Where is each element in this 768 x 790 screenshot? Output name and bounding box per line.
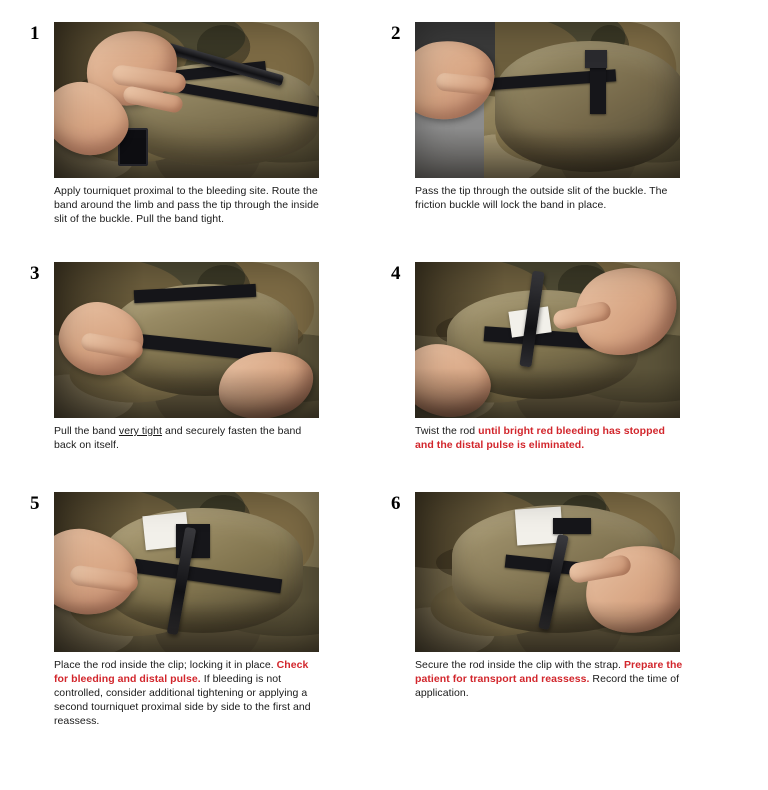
step-5-caption-seg-2: If bleeding is not controlled, consider additional tightening or applying a second tourniquet proximal side by side to the first and reassess. xyxy=(54,672,311,727)
step-3-caption-seg-0: Pull the band xyxy=(54,425,119,437)
step-5-caption-seg-0: Place the rod inside the clip; locking it in place. xyxy=(54,659,277,671)
step-4-caption-seg-1: until bright red bleeding has stopped and the distal pulse is eliminated. xyxy=(415,425,665,451)
step-6-caption xyxy=(415,659,683,701)
step-2-head xyxy=(391,22,738,178)
step-3 xyxy=(30,262,377,492)
step-6-photo xyxy=(415,492,680,652)
step-2-caption xyxy=(415,185,683,213)
step-5-head xyxy=(30,492,377,652)
step-4 xyxy=(391,262,738,492)
step-5-photo xyxy=(54,492,319,652)
step-6-caption-seg-1: Prepare the patient for transport and reassess. xyxy=(415,659,683,685)
step-3-photo xyxy=(54,262,319,418)
step-5-caption xyxy=(54,659,322,729)
step-1-photo xyxy=(54,22,319,178)
step-3-caption-seg-2: and securely fasten the band back on itself. xyxy=(54,425,302,451)
step-4-photo xyxy=(415,262,680,418)
step-3-caption xyxy=(54,425,322,453)
step-6 xyxy=(391,492,738,790)
step-1-caption-text: Apply tourniquet proximal to the bleeding site. Route the band around the limb and pass the tip through the inside slit of the buckle. Pull the band tight. xyxy=(54,185,319,225)
step-4-head xyxy=(391,262,738,418)
step-4-caption-seg-0: Twist the rod xyxy=(415,425,479,437)
step-5 xyxy=(30,492,377,790)
step-6-head xyxy=(391,492,738,652)
step-1 xyxy=(30,22,377,262)
step-1-number: 1 xyxy=(30,23,40,44)
step-3-head xyxy=(30,262,377,418)
step-2 xyxy=(391,22,738,262)
step-5-number: 5 xyxy=(30,493,40,514)
step-5-caption-seg-1: Check for bleeding and distal pulse. xyxy=(54,659,309,685)
step-2-number: 2 xyxy=(391,23,401,44)
step-6-caption-seg-0: Secure the rod inside the clip with the strap. xyxy=(415,659,624,671)
step-1-caption xyxy=(54,185,322,227)
step-2-caption-text: Pass the tip through the outside slit of the buckle. The friction buckle will lock the band in place. xyxy=(415,185,668,211)
step-1-head xyxy=(30,22,377,178)
step-3-caption-seg-1: very tight xyxy=(118,425,163,437)
step-4-caption xyxy=(415,425,683,453)
step-6-caption-seg-2: Record the time of application. xyxy=(415,672,680,699)
step-4-number: 4 xyxy=(391,263,401,284)
step-2-photo xyxy=(415,22,680,178)
step-6-number: 6 xyxy=(391,493,401,514)
step-3-number: 3 xyxy=(30,263,40,284)
